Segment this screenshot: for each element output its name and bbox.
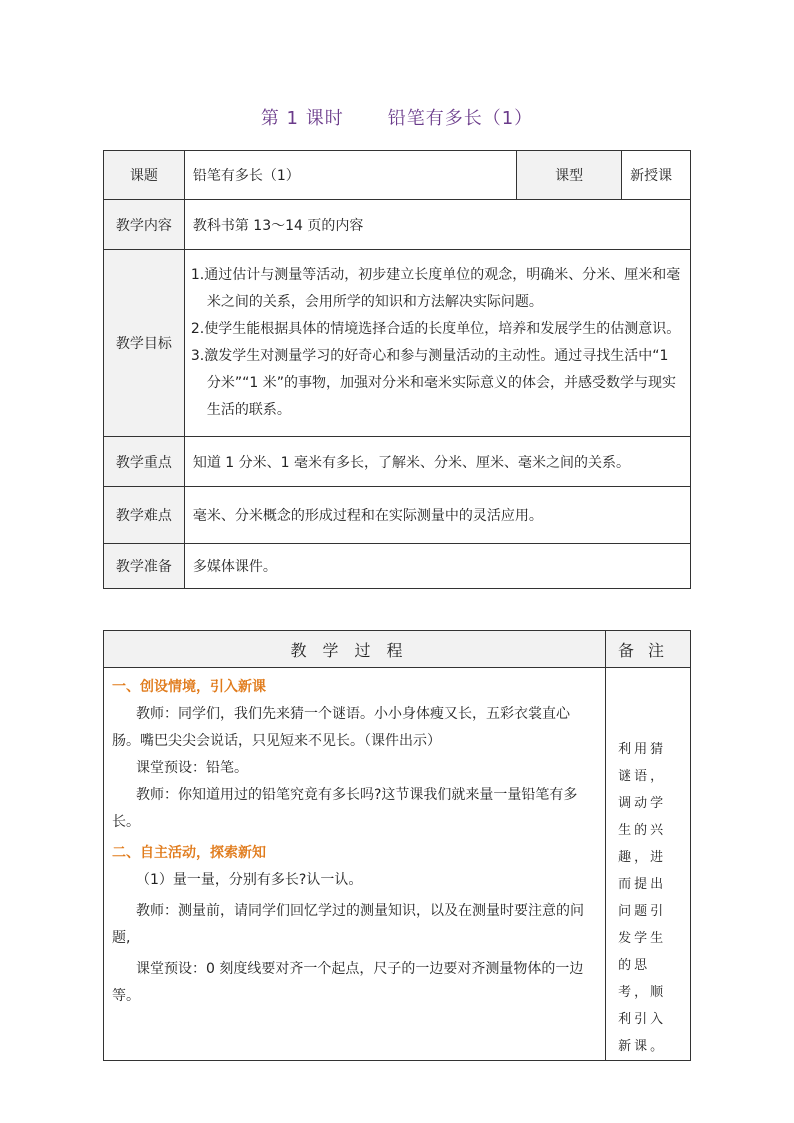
lesson-info-table <box>103 150 691 589</box>
goal-item: 3.激发学生对测量学习的好奇心和参与测量活动的主动性。通过寻找生活中“1 分米”“1 米”的事物，加强对分米和毫米实际意义的体会，并感受数学与现实生活的联系。 <box>190 348 676 418</box>
goal-list <box>184 250 690 437</box>
topic-label: 课题 <box>104 151 185 200</box>
note-text: 利用猜谜语，调动学生的兴趣，进而提出问题引发学生的思考，顺利引入新课。 <box>606 668 691 1061</box>
key-point-value: 知道 1 分米、1 毫米有多长，了解米、分米、厘米、毫米之间的关系。 <box>184 437 690 487</box>
difficulty-value: 毫米、分米概念的形成过程和在实际测量中的灵活应用。 <box>184 487 690 544</box>
goal-item: 2.使学生能根据具体的情境选择合适的长度单位，培养和发展学生的估测意识。 <box>190 321 681 337</box>
teaching-process-table <box>103 630 691 1061</box>
prep-value: 多媒体课件。 <box>184 544 690 589</box>
topic-value: 铅笔有多长（1） <box>184 151 516 200</box>
type-value: 新授课 <box>622 151 691 200</box>
type-label: 课型 <box>517 151 622 200</box>
paragraph: 教师：同学们，我们先来猜一个谜语。小小身体瘦又长，五彩衣裳直心肠。嘴巴尖尖会说话，只见短来不见长。（课件出示） <box>112 706 570 749</box>
key-point-label: 教学重点 <box>104 437 185 487</box>
goal-item: 1.通过估计与测量等活动，初步建立长度单位的观念，明确米、分米、厘米和毫米之间的关系，会用所学的知识和方法解决实际问题。 <box>190 267 681 310</box>
process-content <box>104 668 606 1061</box>
paragraph: （1）量一量，分别有多长?认一认。 <box>136 872 363 888</box>
content-value: 教科书第 13～14 页的内容 <box>184 200 690 250</box>
paragraph: 课堂预设：铅笔。 <box>136 760 248 776</box>
process-header: 教学过程 <box>104 631 606 668</box>
section-heading: 一、创设情境，引入新课 <box>112 679 266 695</box>
note-header: 备注 <box>606 631 691 668</box>
difficulty-label: 教学难点 <box>104 487 185 544</box>
paragraph: 教师：测量前，请同学们回忆学过的测量知识，以及在测量时要注意的问题, <box>112 903 584 946</box>
prep-label: 教学准备 <box>104 544 185 589</box>
paragraph: 课堂预设：0 刻度线要对齐一个起点，尺子的一边要对齐测量物体的一边等。 <box>112 961 584 1004</box>
lesson-name: 铅笔有多长（1） <box>387 108 534 129</box>
section-heading: 二、自主活动，探索新知 <box>112 845 266 861</box>
lesson-number: 第 1 课时 <box>260 108 344 129</box>
goal-label: 教学目标 <box>104 250 185 437</box>
paragraph: 教师：你知道用过的铅笔究竟有多长吗?这节课我们就来量一量铅笔有多长。 <box>112 787 578 830</box>
content-label: 教学内容 <box>104 200 185 250</box>
page-title <box>0 104 794 130</box>
